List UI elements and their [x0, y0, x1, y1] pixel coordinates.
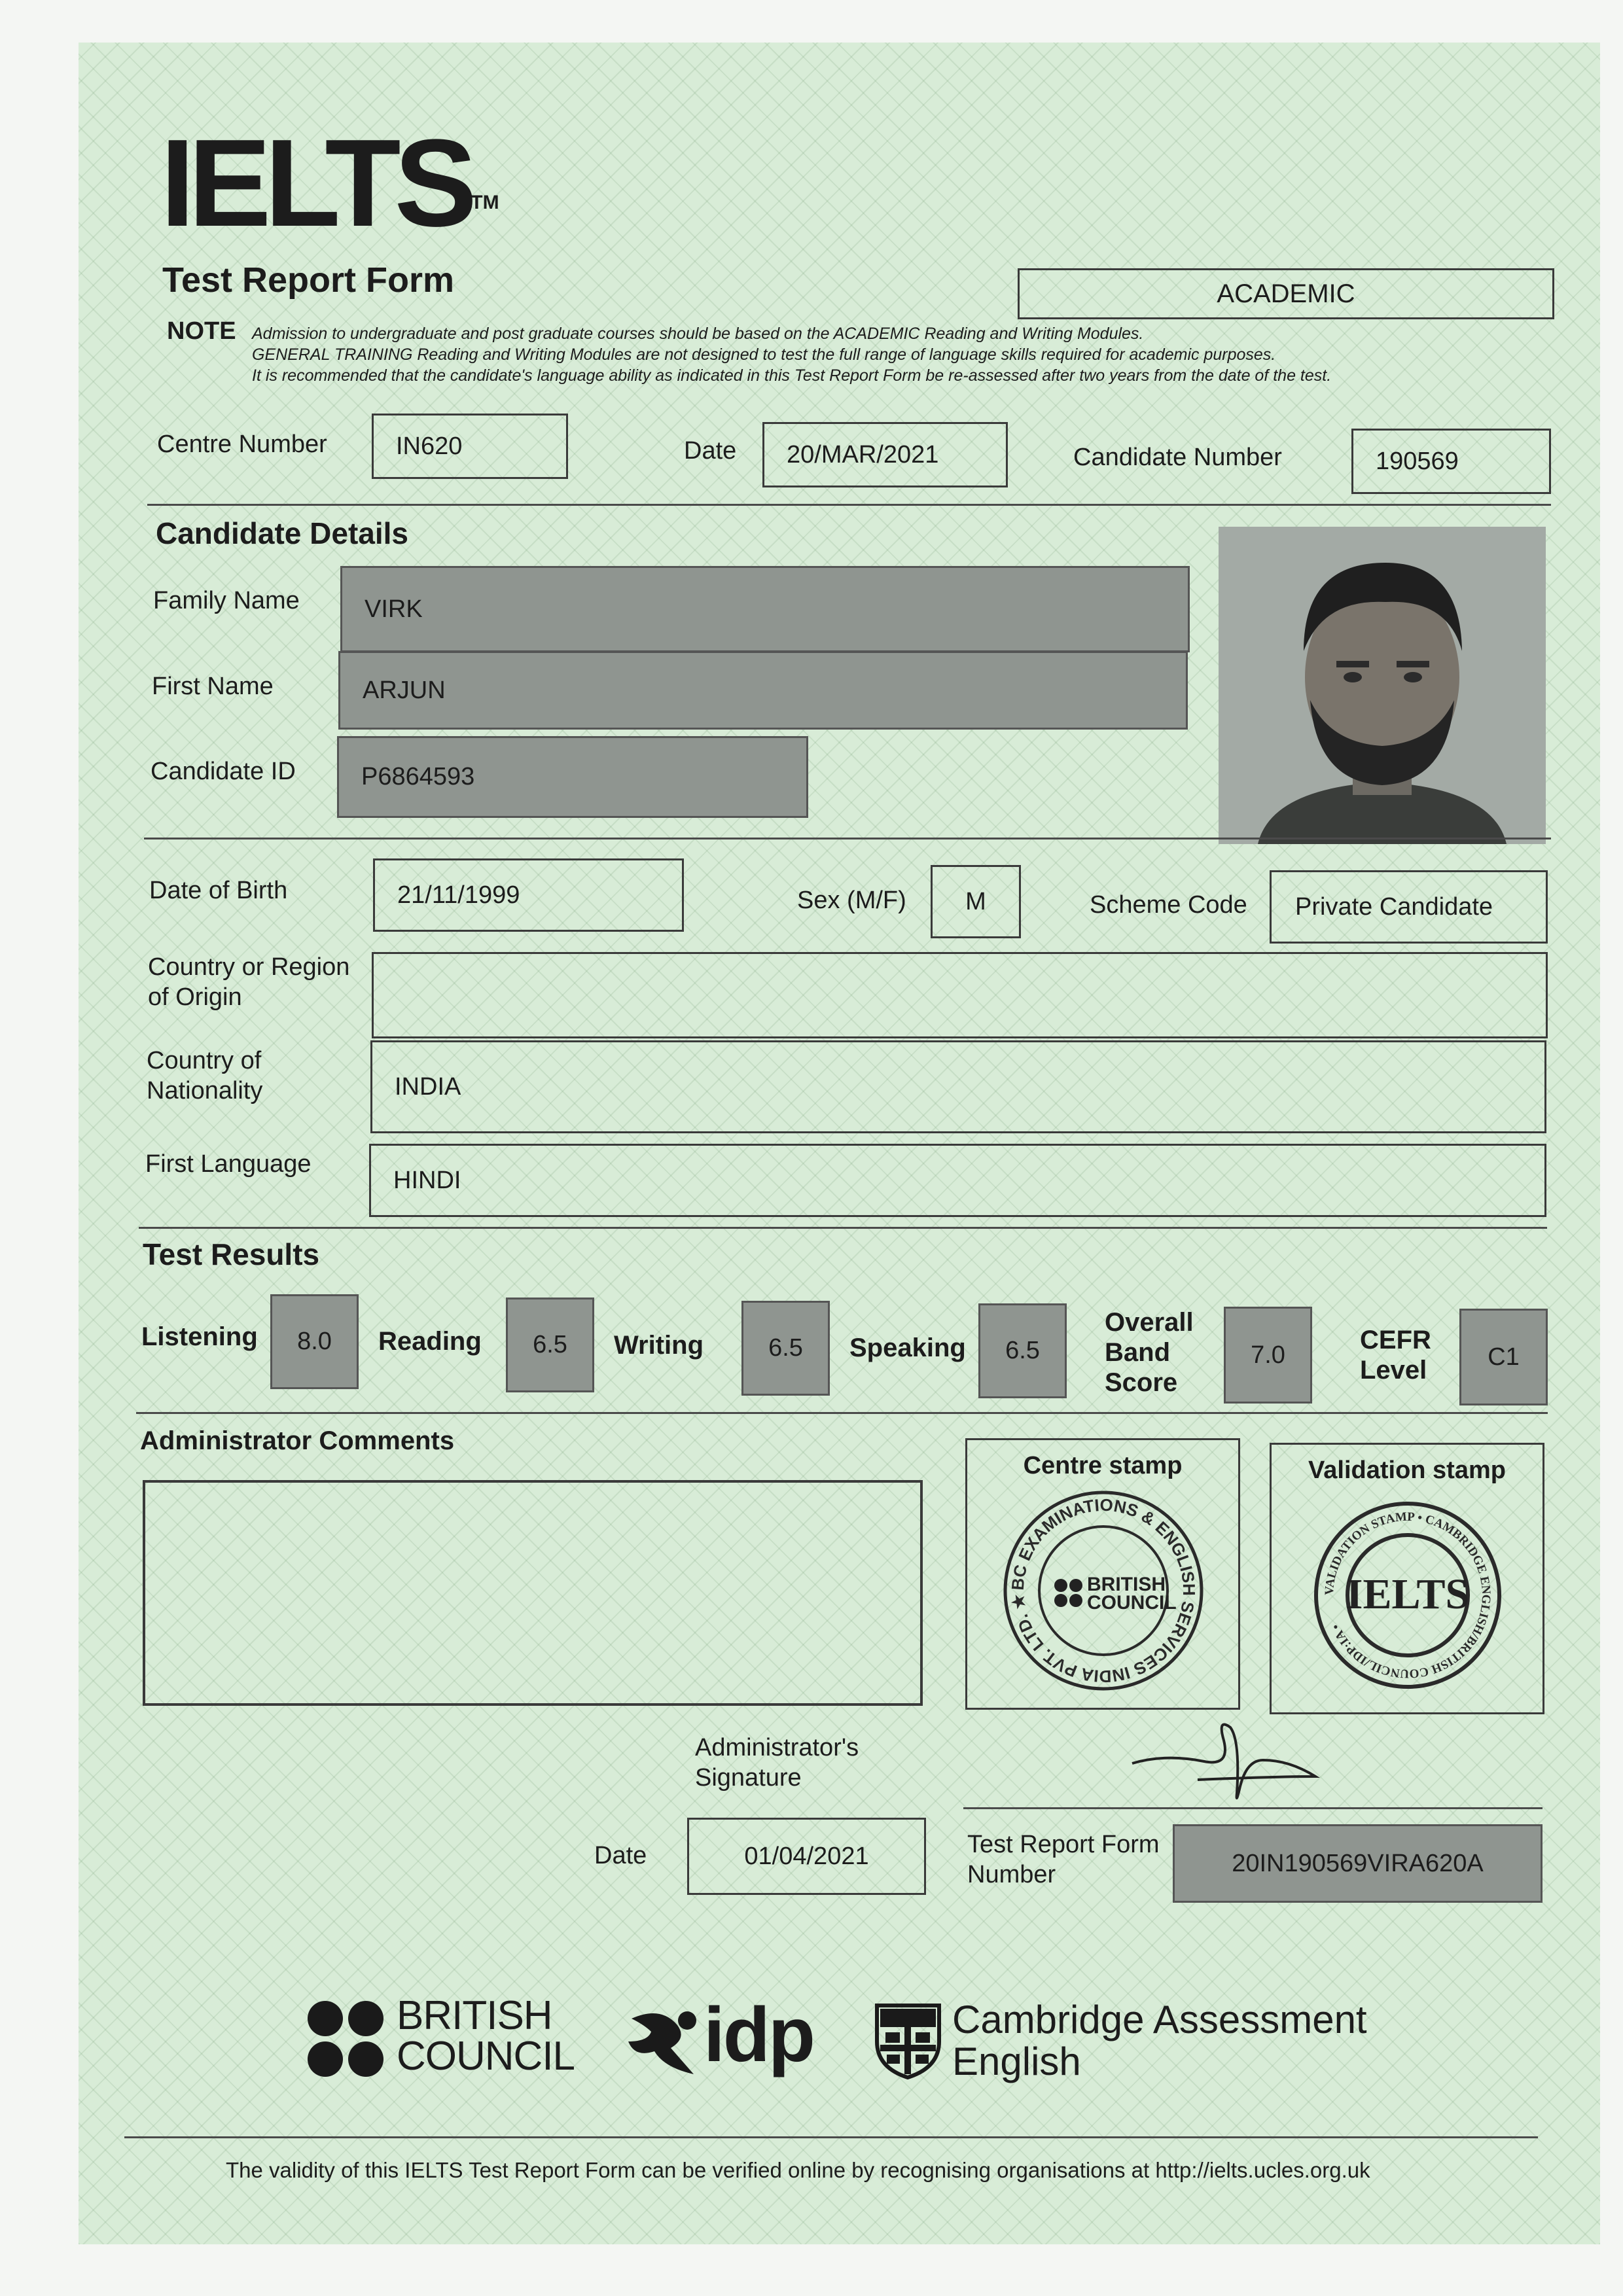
admin-date-label: Date: [594, 1842, 647, 1869]
admin-signature-label: [695, 1733, 859, 1793]
nationality-label-line-2: Nationality: [147, 1077, 263, 1104]
nationality-value: INDIA: [370, 1040, 1546, 1133]
cambridge-line-2: English: [952, 2040, 1081, 2083]
admin-signature-label-line-2: Signature: [695, 1764, 802, 1792]
date-value: 20/MAR/2021: [762, 422, 1008, 487]
candidate-id-value: P6864593: [337, 736, 808, 818]
candidate-number-label: Candidate Number: [1073, 444, 1282, 471]
cambridge-logo: [874, 1999, 1397, 2091]
first-language-value: HINDI: [369, 1144, 1546, 1217]
candidate-photo: [1219, 527, 1546, 844]
centre-number-label: Centre Number: [157, 431, 327, 458]
scheme-code-value: Private Candidate: [1270, 870, 1548, 944]
writing-score: 6.5: [741, 1301, 830, 1396]
scheme-code-label: Scheme Code: [1090, 891, 1247, 919]
overall-score: 7.0: [1224, 1307, 1312, 1404]
divider-details: [144, 838, 1551, 839]
bc-line-2: COUNCIL: [397, 2034, 575, 2079]
dob-value: 21/11/1999: [373, 858, 684, 932]
nationality-label: [147, 1046, 262, 1106]
divider-admin: [136, 1412, 1548, 1414]
first-language-label: First Language: [145, 1150, 312, 1178]
nationality-label-line-1: Country of: [147, 1047, 262, 1074]
idp-mark-icon: [625, 2002, 704, 2081]
country-origin-label-line-1: Country or Region: [148, 953, 350, 981]
module-box: ACADEMIC: [1018, 268, 1554, 319]
trf-number-value: 20IN190569VIRA620A: [1173, 1824, 1543, 1903]
test-results-heading: Test Results: [143, 1237, 320, 1271]
country-origin-value: [372, 952, 1548, 1038]
bc-dots-icon: [308, 2001, 386, 2079]
speaking-label: Speaking: [849, 1333, 966, 1362]
candidate-details-heading: Candidate Details: [156, 516, 408, 550]
overall-label-line-1: Overall: [1105, 1308, 1194, 1337]
overall-label: [1105, 1307, 1194, 1398]
centre-stamp-inner-line-2: COUNCIL: [1087, 1592, 1177, 1614]
admin-date-value: 01/04/2021: [687, 1818, 926, 1895]
speaking-score: 6.5: [978, 1303, 1067, 1398]
reading-score: 6.5: [506, 1298, 594, 1392]
divider-top: [147, 504, 1551, 506]
sex-value: M: [931, 865, 1021, 938]
centre-number-value: IN620: [372, 414, 568, 479]
idp-logo: [625, 1992, 821, 2087]
cambridge-shield-icon: [874, 2002, 942, 2081]
trf-number-label: [967, 1829, 1160, 1890]
first-name-label: First Name: [152, 673, 274, 700]
cefr-score: C1: [1459, 1309, 1548, 1405]
centre-stamp-inner-line-1: BRITISH: [1087, 1574, 1166, 1595]
cefr-label: [1360, 1325, 1431, 1385]
centre-stamp-ring-text: BC EXAMINATIONS & ENGLISH SERVICES INDIA PVT. LTD. ★: [1007, 1494, 1200, 1687]
validation-stamp-inner: IELTS: [1346, 1570, 1470, 1618]
validation-stamp-seal-icon: [1310, 1497, 1506, 1693]
validation-stamp-box: [1270, 1443, 1544, 1714]
candidate-number-value: 190569: [1351, 429, 1551, 494]
validity-statement: The validity of this IELTS Test Report Form can be verified online by recognising organisations at http://ielts.ucles.org.uk: [226, 2158, 1370, 2182]
idp-text: idp: [704, 1992, 813, 2078]
validation-stamp-label: Validation stamp: [1308, 1457, 1506, 1484]
sex-label: Sex (M/F): [797, 887, 906, 914]
trf-number-label-line-2: Number: [967, 1861, 1056, 1888]
note-line-2: GENERAL TRAINING Reading and Writing Modules are not designed to test the full range of language skills required for academic purposes.: [252, 345, 1276, 364]
family-name-label: Family Name: [153, 587, 300, 614]
british-council-logo: [308, 1993, 582, 2081]
trf-number-label-line-1: Test Report Form: [967, 1831, 1160, 1858]
note-line-3: It is recommended that the candidate's language ability as indicated in this Test Report Form be re-assessed after two years from the date of the test.: [252, 366, 1332, 385]
reading-label: Reading: [378, 1327, 482, 1356]
ielts-logo: IELTS™: [160, 114, 499, 253]
listening-score: 8.0: [270, 1294, 359, 1389]
admin-signature-icon: [1126, 1714, 1335, 1812]
dob-label: Date of Birth: [149, 877, 288, 904]
divider-results: [139, 1227, 1547, 1229]
country-origin-label-line-2: of Origin: [148, 983, 242, 1011]
candidate-id-label: Candidate ID: [151, 758, 296, 785]
overall-label-line-2: Band: [1105, 1338, 1170, 1367]
footer-divider: [124, 2136, 1538, 2138]
bc-line-1: BRITISH: [397, 1993, 552, 2038]
admin-comments-box: [143, 1480, 923, 1706]
writing-label: Writing: [614, 1331, 704, 1360]
note-block: [252, 323, 1331, 386]
overall-label-line-3: Score: [1105, 1368, 1178, 1397]
admin-signature-label-line-1: Administrator's: [695, 1734, 859, 1761]
first-name-value: ARJUN: [338, 651, 1188, 730]
centre-stamp-seal-icon: [999, 1486, 1208, 1695]
country-origin-label: [148, 952, 349, 1012]
validation-stamp-ring-text: VALIDATION STAMP • CAMBRIDGE ENGLISH/BRITISH COUNCIL/IDP:IA •: [1322, 1510, 1493, 1681]
cambridge-line-1: Cambridge Assessment: [952, 1998, 1367, 2041]
signature-line: [963, 1807, 1543, 1809]
centre-stamp-box: [965, 1438, 1240, 1710]
note-label: NOTE: [167, 317, 236, 345]
family-name-value: VIRK: [340, 566, 1190, 652]
cefr-label-line-2: Level: [1360, 1356, 1427, 1385]
listening-label: Listening: [141, 1322, 258, 1351]
cefr-label-line-1: CEFR: [1360, 1326, 1431, 1354]
admin-comments-heading: Administrator Comments: [140, 1426, 455, 1455]
date-label: Date: [684, 437, 737, 465]
form-title: Test Report Form: [162, 260, 455, 300]
note-line-1: Admission to undergraduate and post graduate courses should be based on the ACADEMIC Reading and Writing Modules.: [252, 325, 1144, 343]
centre-stamp-label: Centre stamp: [1023, 1452, 1183, 1479]
